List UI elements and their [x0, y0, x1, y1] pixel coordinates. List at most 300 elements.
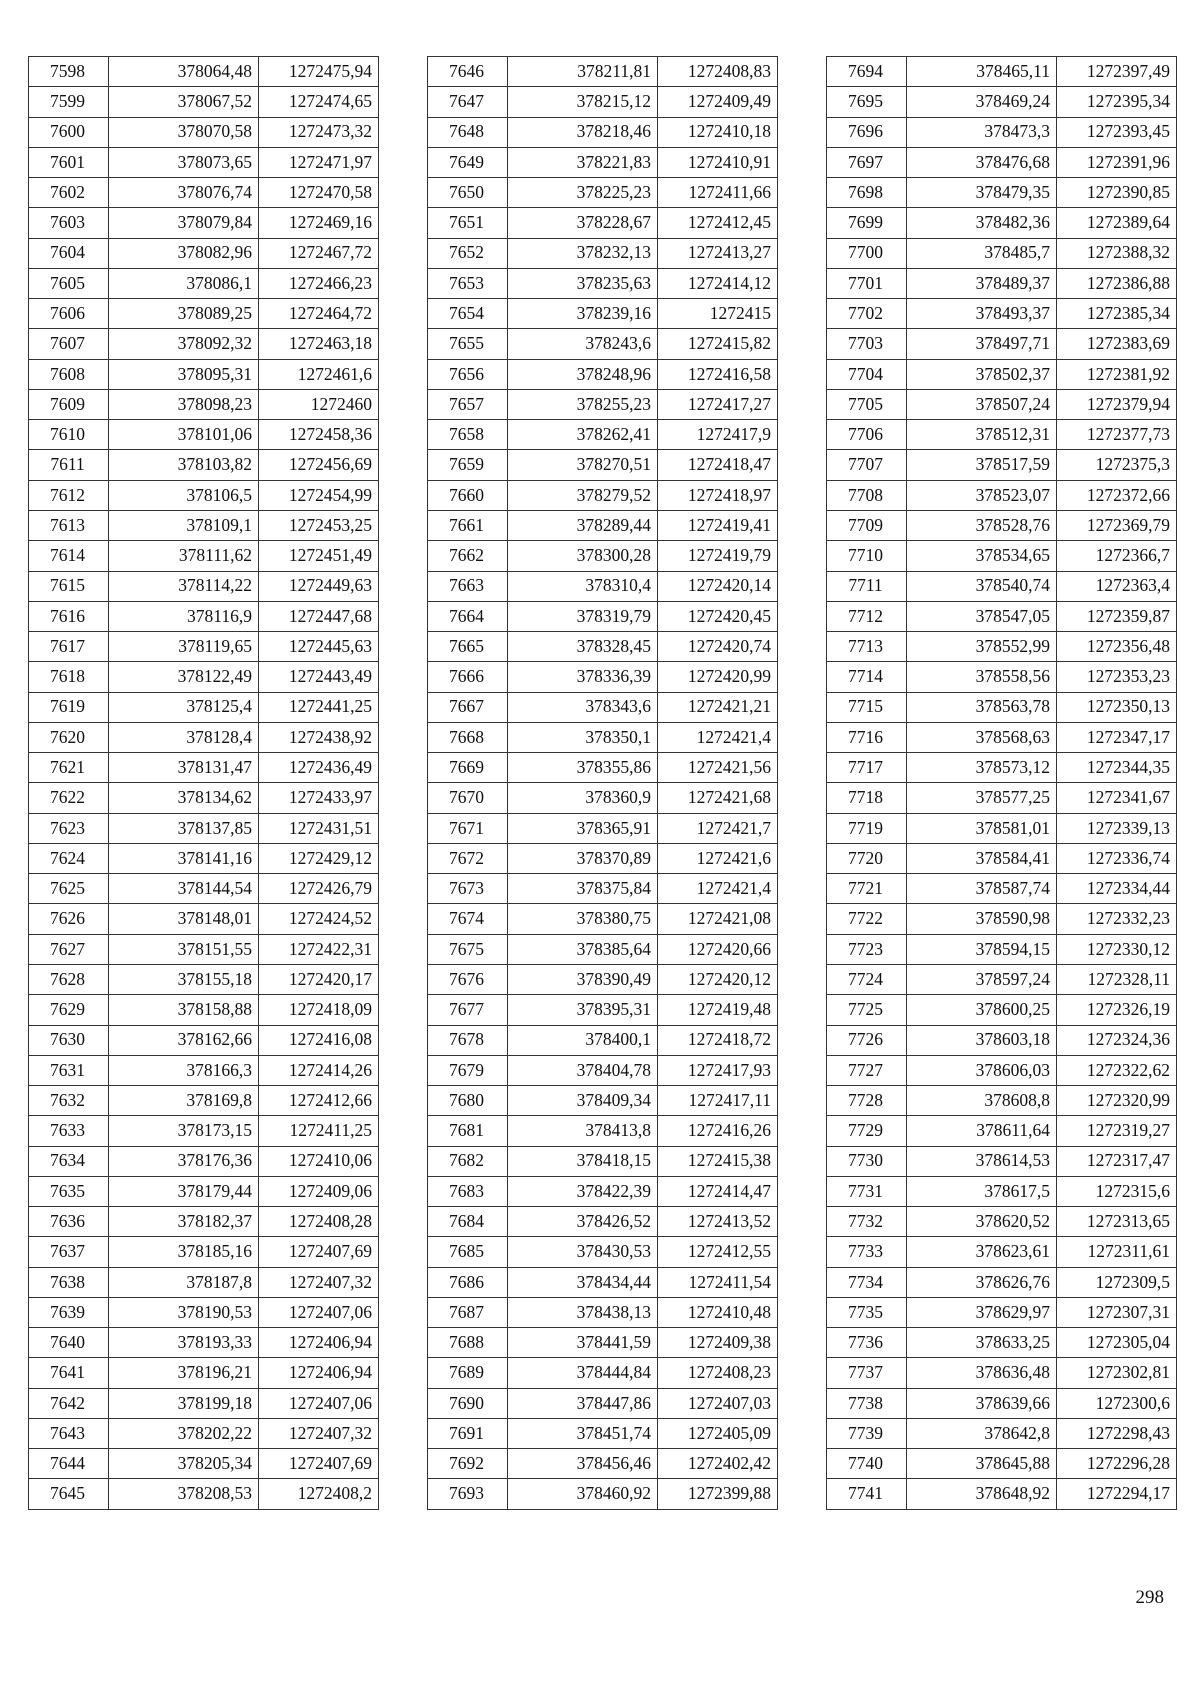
table-row	[827, 1116, 1177, 1146]
table-row	[827, 692, 1177, 722]
y-coordinate-cell: 1272379,94	[1057, 389, 1177, 419]
table-row	[827, 420, 1177, 450]
x-coordinate-cell: 378611,64	[907, 1116, 1057, 1146]
point-number-cell: 7663	[428, 571, 508, 601]
point-number-cell: 7719	[827, 813, 907, 843]
point-number-cell: 7717	[827, 753, 907, 783]
x-coordinate-cell: 378528,76	[907, 510, 1057, 540]
y-coordinate-cell: 1272388,32	[1057, 238, 1177, 268]
table-row	[29, 964, 379, 994]
x-coordinate-cell: 378360,9	[508, 783, 658, 813]
point-number-cell: 7721	[827, 874, 907, 904]
y-coordinate-cell: 1272317,47	[1057, 1146, 1177, 1176]
y-coordinate-cell: 1272359,87	[1057, 601, 1177, 631]
table-row	[428, 57, 778, 87]
table-row	[29, 874, 379, 904]
y-coordinate-cell: 1272406,94	[259, 1328, 379, 1358]
point-number-cell: 7702	[827, 299, 907, 329]
x-coordinate-cell: 378166,3	[109, 1055, 259, 1085]
x-coordinate-cell: 378426,52	[508, 1207, 658, 1237]
x-coordinate-cell: 378633,25	[907, 1328, 1057, 1358]
x-coordinate-cell: 378155,18	[109, 964, 259, 994]
point-number-cell: 7655	[428, 329, 508, 359]
x-coordinate-cell: 378441,59	[508, 1328, 658, 1358]
y-coordinate-cell: 1272402,42	[658, 1449, 778, 1479]
x-coordinate-cell: 378190,53	[109, 1297, 259, 1327]
y-coordinate-cell: 1272410,06	[259, 1146, 379, 1176]
table-row	[827, 995, 1177, 1025]
x-coordinate-cell: 378173,15	[109, 1116, 259, 1146]
table-row	[428, 208, 778, 238]
point-number-cell: 7682	[428, 1146, 508, 1176]
y-coordinate-cell: 1272344,35	[1057, 753, 1177, 783]
point-number-cell: 7703	[827, 329, 907, 359]
x-coordinate-cell: 378162,66	[109, 1025, 259, 1055]
y-coordinate-cell: 1272390,85	[1057, 178, 1177, 208]
point-number-cell: 7617	[29, 632, 109, 662]
point-number-cell: 7714	[827, 662, 907, 692]
y-coordinate-cell: 1272412,55	[658, 1237, 778, 1267]
y-coordinate-cell: 1272407,32	[259, 1418, 379, 1448]
y-coordinate-cell: 1272447,68	[259, 601, 379, 631]
y-coordinate-cell: 1272426,79	[259, 874, 379, 904]
y-coordinate-cell: 1272421,6	[658, 843, 778, 873]
y-coordinate-cell: 1272320,99	[1057, 1086, 1177, 1116]
table-row	[428, 178, 778, 208]
y-coordinate-cell: 1272413,52	[658, 1207, 778, 1237]
x-coordinate-cell: 378134,62	[109, 783, 259, 813]
point-number-cell: 7666	[428, 662, 508, 692]
point-number-cell: 7731	[827, 1176, 907, 1206]
y-coordinate-cell: 1272418,09	[259, 995, 379, 1025]
y-coordinate-cell: 1272466,23	[259, 268, 379, 298]
table-row	[428, 1358, 778, 1388]
x-coordinate-cell: 378552,99	[907, 632, 1057, 662]
y-coordinate-cell: 1272420,45	[658, 601, 778, 631]
y-coordinate-cell: 1272408,23	[658, 1358, 778, 1388]
table-row	[827, 238, 1177, 268]
x-coordinate-cell: 378590,98	[907, 904, 1057, 934]
table-row	[428, 722, 778, 752]
table-row	[827, 1418, 1177, 1448]
y-coordinate-cell: 1272429,12	[259, 843, 379, 873]
table-row	[29, 510, 379, 540]
point-number-cell: 7661	[428, 510, 508, 540]
point-number-cell: 7662	[428, 541, 508, 571]
point-number-cell: 7686	[428, 1267, 508, 1297]
x-coordinate-cell: 378114,22	[109, 571, 259, 601]
y-coordinate-cell: 1272319,27	[1057, 1116, 1177, 1146]
x-coordinate-cell: 378067,52	[109, 87, 259, 117]
x-coordinate-cell: 378485,7	[907, 238, 1057, 268]
table-row	[428, 904, 778, 934]
y-coordinate-cell: 1272407,06	[259, 1297, 379, 1327]
table-row	[827, 1297, 1177, 1327]
point-number-cell: 7709	[827, 510, 907, 540]
table-row	[428, 1267, 778, 1297]
y-coordinate-cell: 1272411,54	[658, 1267, 778, 1297]
x-coordinate-cell: 378179,44	[109, 1176, 259, 1206]
point-number-cell: 7671	[428, 813, 508, 843]
table-row	[428, 480, 778, 510]
x-coordinate-cell: 378243,6	[508, 329, 658, 359]
point-number-cell: 7637	[29, 1237, 109, 1267]
point-number-cell: 7605	[29, 268, 109, 298]
y-coordinate-cell: 1272330,12	[1057, 934, 1177, 964]
x-coordinate-cell: 378319,79	[508, 601, 658, 631]
x-coordinate-cell: 378122,49	[109, 662, 259, 692]
point-number-cell: 7631	[29, 1055, 109, 1085]
point-number-cell: 7599	[29, 87, 109, 117]
y-coordinate-cell: 1272436,49	[259, 753, 379, 783]
x-coordinate-cell: 378185,16	[109, 1237, 259, 1267]
table-row	[29, 238, 379, 268]
y-coordinate-cell: 1272474,65	[259, 87, 379, 117]
y-coordinate-cell: 1272420,12	[658, 964, 778, 994]
point-number-cell: 7692	[428, 1449, 508, 1479]
table-row	[428, 420, 778, 450]
x-coordinate-cell: 378563,78	[907, 692, 1057, 722]
table-row	[29, 420, 379, 450]
table-row	[827, 117, 1177, 147]
table-row	[29, 995, 379, 1025]
y-coordinate-cell: 1272416,58	[658, 359, 778, 389]
point-number-cell: 7713	[827, 632, 907, 662]
point-number-cell: 7602	[29, 178, 109, 208]
x-coordinate-cell: 378434,44	[508, 1267, 658, 1297]
table-row	[827, 601, 1177, 631]
y-coordinate-cell: 1272420,99	[658, 662, 778, 692]
y-coordinate-cell: 1272470,58	[259, 178, 379, 208]
x-coordinate-cell: 378239,16	[508, 299, 658, 329]
x-coordinate-cell: 378444,84	[508, 1358, 658, 1388]
table-row	[428, 299, 778, 329]
point-number-cell: 7675	[428, 934, 508, 964]
y-coordinate-cell: 1272369,79	[1057, 510, 1177, 540]
x-coordinate-cell: 378512,31	[907, 420, 1057, 450]
x-coordinate-cell: 378370,89	[508, 843, 658, 873]
x-coordinate-cell: 378623,61	[907, 1237, 1057, 1267]
y-coordinate-cell: 1272412,45	[658, 208, 778, 238]
x-coordinate-cell: 378131,47	[109, 753, 259, 783]
point-number-cell: 7645	[29, 1479, 109, 1509]
x-coordinate-cell: 378456,46	[508, 1449, 658, 1479]
y-coordinate-cell: 1272410,18	[658, 117, 778, 147]
table-row	[827, 1479, 1177, 1509]
table-row	[29, 208, 379, 238]
table-row	[29, 1449, 379, 1479]
x-coordinate-cell: 378328,45	[508, 632, 658, 662]
x-coordinate-cell: 378111,62	[109, 541, 259, 571]
x-coordinate-cell: 378404,78	[508, 1055, 658, 1085]
x-coordinate-cell: 378355,86	[508, 753, 658, 783]
point-number-cell: 7611	[29, 450, 109, 480]
x-coordinate-cell: 378144,54	[109, 874, 259, 904]
point-number-cell: 7680	[428, 1086, 508, 1116]
point-number-cell: 7685	[428, 1237, 508, 1267]
point-number-cell: 7652	[428, 238, 508, 268]
y-coordinate-cell: 1272326,19	[1057, 995, 1177, 1025]
x-coordinate-cell: 378409,34	[508, 1086, 658, 1116]
x-coordinate-cell: 378310,4	[508, 571, 658, 601]
point-number-cell: 7616	[29, 601, 109, 631]
x-coordinate-cell: 378600,25	[907, 995, 1057, 1025]
table-row	[827, 722, 1177, 752]
table-row	[29, 87, 379, 117]
table-row	[428, 1237, 778, 1267]
x-coordinate-cell: 378642,8	[907, 1418, 1057, 1448]
point-number-cell: 7625	[29, 874, 109, 904]
y-coordinate-cell: 1272386,88	[1057, 268, 1177, 298]
point-number-cell: 7696	[827, 117, 907, 147]
y-coordinate-cell: 1272408,2	[259, 1479, 379, 1509]
x-coordinate-cell: 378584,41	[907, 843, 1057, 873]
point-number-cell: 7716	[827, 722, 907, 752]
y-coordinate-cell: 1272407,03	[658, 1388, 778, 1418]
x-coordinate-cell: 378594,15	[907, 934, 1057, 964]
table-row	[428, 1328, 778, 1358]
table-row	[827, 662, 1177, 692]
x-coordinate-cell: 378211,81	[508, 57, 658, 87]
x-coordinate-cell: 378095,31	[109, 359, 259, 389]
x-coordinate-cell: 378215,12	[508, 87, 658, 117]
table-row	[29, 147, 379, 177]
x-coordinate-cell: 378648,92	[907, 1479, 1057, 1509]
y-coordinate-cell: 1272407,69	[259, 1237, 379, 1267]
table-row	[827, 1358, 1177, 1388]
table-row	[428, 1116, 778, 1146]
point-number-cell: 7732	[827, 1207, 907, 1237]
x-coordinate-cell: 378205,34	[109, 1449, 259, 1479]
y-coordinate-cell: 1272420,74	[658, 632, 778, 662]
table-row	[428, 1388, 778, 1418]
y-coordinate-cell: 1272412,66	[259, 1086, 379, 1116]
table-row	[827, 1449, 1177, 1479]
y-coordinate-cell: 1272418,47	[658, 450, 778, 480]
point-number-cell: 7669	[428, 753, 508, 783]
y-coordinate-cell: 1272397,49	[1057, 57, 1177, 87]
y-coordinate-cell: 1272417,9	[658, 420, 778, 450]
point-number-cell: 7627	[29, 934, 109, 964]
table-row	[428, 389, 778, 419]
table-row	[827, 632, 1177, 662]
point-number-cell: 7687	[428, 1297, 508, 1327]
table-row	[428, 117, 778, 147]
x-coordinate-cell: 378482,36	[907, 208, 1057, 238]
y-coordinate-cell: 1272415,82	[658, 329, 778, 359]
point-number-cell: 7651	[428, 208, 508, 238]
y-coordinate-cell: 1272311,61	[1057, 1237, 1177, 1267]
y-coordinate-cell: 1272453,25	[259, 510, 379, 540]
x-coordinate-cell: 378365,91	[508, 813, 658, 843]
table-row	[827, 510, 1177, 540]
table-row	[29, 1479, 379, 1509]
table-row	[827, 57, 1177, 87]
point-number-cell: 7679	[428, 1055, 508, 1085]
y-coordinate-cell: 1272464,72	[259, 299, 379, 329]
table-row	[827, 904, 1177, 934]
y-coordinate-cell: 1272419,41	[658, 510, 778, 540]
x-coordinate-cell: 378101,06	[109, 420, 259, 450]
x-coordinate-cell: 378109,1	[109, 510, 259, 540]
x-coordinate-cell: 378106,5	[109, 480, 259, 510]
y-coordinate-cell: 1272407,06	[259, 1388, 379, 1418]
table-row	[827, 934, 1177, 964]
point-number-cell: 7701	[827, 268, 907, 298]
table-row	[428, 359, 778, 389]
point-number-cell: 7720	[827, 843, 907, 873]
table-row	[428, 450, 778, 480]
point-number-cell: 7707	[827, 450, 907, 480]
x-coordinate-cell: 378430,53	[508, 1237, 658, 1267]
x-coordinate-cell: 378597,24	[907, 964, 1057, 994]
x-coordinate-cell: 378587,74	[907, 874, 1057, 904]
point-number-cell: 7698	[827, 178, 907, 208]
point-number-cell: 7736	[827, 1328, 907, 1358]
x-coordinate-cell: 378447,86	[508, 1388, 658, 1418]
x-coordinate-cell: 378193,33	[109, 1328, 259, 1358]
point-number-cell: 7641	[29, 1358, 109, 1388]
table-row	[428, 510, 778, 540]
x-coordinate-cell: 378451,74	[508, 1418, 658, 1448]
page-number: 298	[1135, 1587, 1164, 1608]
y-coordinate-cell: 1272322,62	[1057, 1055, 1177, 1085]
table-row	[29, 1237, 379, 1267]
table-row	[428, 1146, 778, 1176]
coordinate-table-3	[826, 56, 1177, 1510]
table-row	[827, 783, 1177, 813]
table-row	[29, 1358, 379, 1388]
table-row	[428, 329, 778, 359]
y-coordinate-cell: 1272375,3	[1057, 450, 1177, 480]
y-coordinate-cell: 1272456,69	[259, 450, 379, 480]
table-row	[428, 934, 778, 964]
point-number-cell: 7618	[29, 662, 109, 692]
table-row	[29, 1146, 379, 1176]
point-number-cell: 7630	[29, 1025, 109, 1055]
point-number-cell: 7690	[428, 1388, 508, 1418]
point-number-cell: 7609	[29, 389, 109, 419]
x-coordinate-cell: 378465,11	[907, 57, 1057, 87]
y-coordinate-cell: 1272302,81	[1057, 1358, 1177, 1388]
y-coordinate-cell: 1272341,67	[1057, 783, 1177, 813]
y-coordinate-cell: 1272419,48	[658, 995, 778, 1025]
y-coordinate-cell: 1272409,06	[259, 1176, 379, 1206]
table-row	[827, 1086, 1177, 1116]
point-number-cell: 7603	[29, 208, 109, 238]
table-row	[827, 450, 1177, 480]
point-number-cell: 7699	[827, 208, 907, 238]
point-number-cell: 7640	[29, 1328, 109, 1358]
x-coordinate-cell: 378469,24	[907, 87, 1057, 117]
x-coordinate-cell: 378422,39	[508, 1176, 658, 1206]
table-row	[428, 1449, 778, 1479]
point-number-cell: 7619	[29, 692, 109, 722]
x-coordinate-cell: 378395,31	[508, 995, 658, 1025]
table-row	[29, 601, 379, 631]
point-number-cell: 7740	[827, 1449, 907, 1479]
x-coordinate-cell: 378119,65	[109, 632, 259, 662]
table-row	[827, 389, 1177, 419]
point-number-cell: 7689	[428, 1358, 508, 1388]
x-coordinate-cell: 378116,9	[109, 601, 259, 631]
table-row	[29, 299, 379, 329]
y-coordinate-cell: 1272410,91	[658, 147, 778, 177]
x-coordinate-cell: 378158,88	[109, 995, 259, 1025]
x-coordinate-cell: 378098,23	[109, 389, 259, 419]
x-coordinate-cell: 378176,36	[109, 1146, 259, 1176]
table-row	[29, 1176, 379, 1206]
x-coordinate-cell: 378202,22	[109, 1418, 259, 1448]
x-coordinate-cell: 378151,55	[109, 934, 259, 964]
table-row	[428, 813, 778, 843]
x-coordinate-cell: 378568,63	[907, 722, 1057, 752]
point-number-cell: 7615	[29, 571, 109, 601]
y-coordinate-cell: 1272363,4	[1057, 571, 1177, 601]
y-coordinate-cell: 1272381,92	[1057, 359, 1177, 389]
table-row	[29, 1025, 379, 1055]
y-coordinate-cell: 1272309,5	[1057, 1267, 1177, 1297]
x-coordinate-cell: 378187,8	[109, 1267, 259, 1297]
x-coordinate-cell: 378228,67	[508, 208, 658, 238]
y-coordinate-cell: 1272409,49	[658, 87, 778, 117]
table-row	[29, 1297, 379, 1327]
table-row	[29, 1267, 379, 1297]
table-row	[29, 632, 379, 662]
x-coordinate-cell: 378385,64	[508, 934, 658, 964]
table-row	[29, 480, 379, 510]
table-row	[29, 541, 379, 571]
table-row	[29, 450, 379, 480]
table-row	[428, 964, 778, 994]
table-row	[827, 329, 1177, 359]
table-row	[827, 1025, 1177, 1055]
table-row	[29, 662, 379, 692]
x-coordinate-cell: 378460,92	[508, 1479, 658, 1509]
x-coordinate-cell: 378255,23	[508, 389, 658, 419]
point-number-cell: 7711	[827, 571, 907, 601]
point-number-cell: 7653	[428, 268, 508, 298]
table-row	[428, 662, 778, 692]
point-number-cell: 7642	[29, 1388, 109, 1418]
x-coordinate-cell: 378076,74	[109, 178, 259, 208]
point-number-cell: 7722	[827, 904, 907, 934]
point-number-cell: 7610	[29, 420, 109, 450]
x-coordinate-cell: 378262,41	[508, 420, 658, 450]
coordinate-table-2	[427, 56, 778, 1510]
y-coordinate-cell: 1272467,72	[259, 238, 379, 268]
table-row	[428, 601, 778, 631]
table-row	[827, 843, 1177, 873]
y-coordinate-cell: 1272408,28	[259, 1207, 379, 1237]
x-coordinate-cell: 378614,53	[907, 1146, 1057, 1176]
table-row	[29, 843, 379, 873]
y-coordinate-cell: 1272296,28	[1057, 1449, 1177, 1479]
y-coordinate-cell: 1272395,34	[1057, 87, 1177, 117]
point-number-cell: 7613	[29, 510, 109, 540]
point-number-cell: 7608	[29, 359, 109, 389]
y-coordinate-cell: 1272372,66	[1057, 480, 1177, 510]
table-row	[827, 813, 1177, 843]
point-number-cell: 7706	[827, 420, 907, 450]
x-coordinate-cell: 378413,8	[508, 1116, 658, 1146]
table-row	[29, 389, 379, 419]
point-number-cell: 7728	[827, 1086, 907, 1116]
point-number-cell: 7710	[827, 541, 907, 571]
y-coordinate-cell: 1272383,69	[1057, 329, 1177, 359]
point-number-cell: 7607	[29, 329, 109, 359]
y-coordinate-cell: 1272433,97	[259, 783, 379, 813]
